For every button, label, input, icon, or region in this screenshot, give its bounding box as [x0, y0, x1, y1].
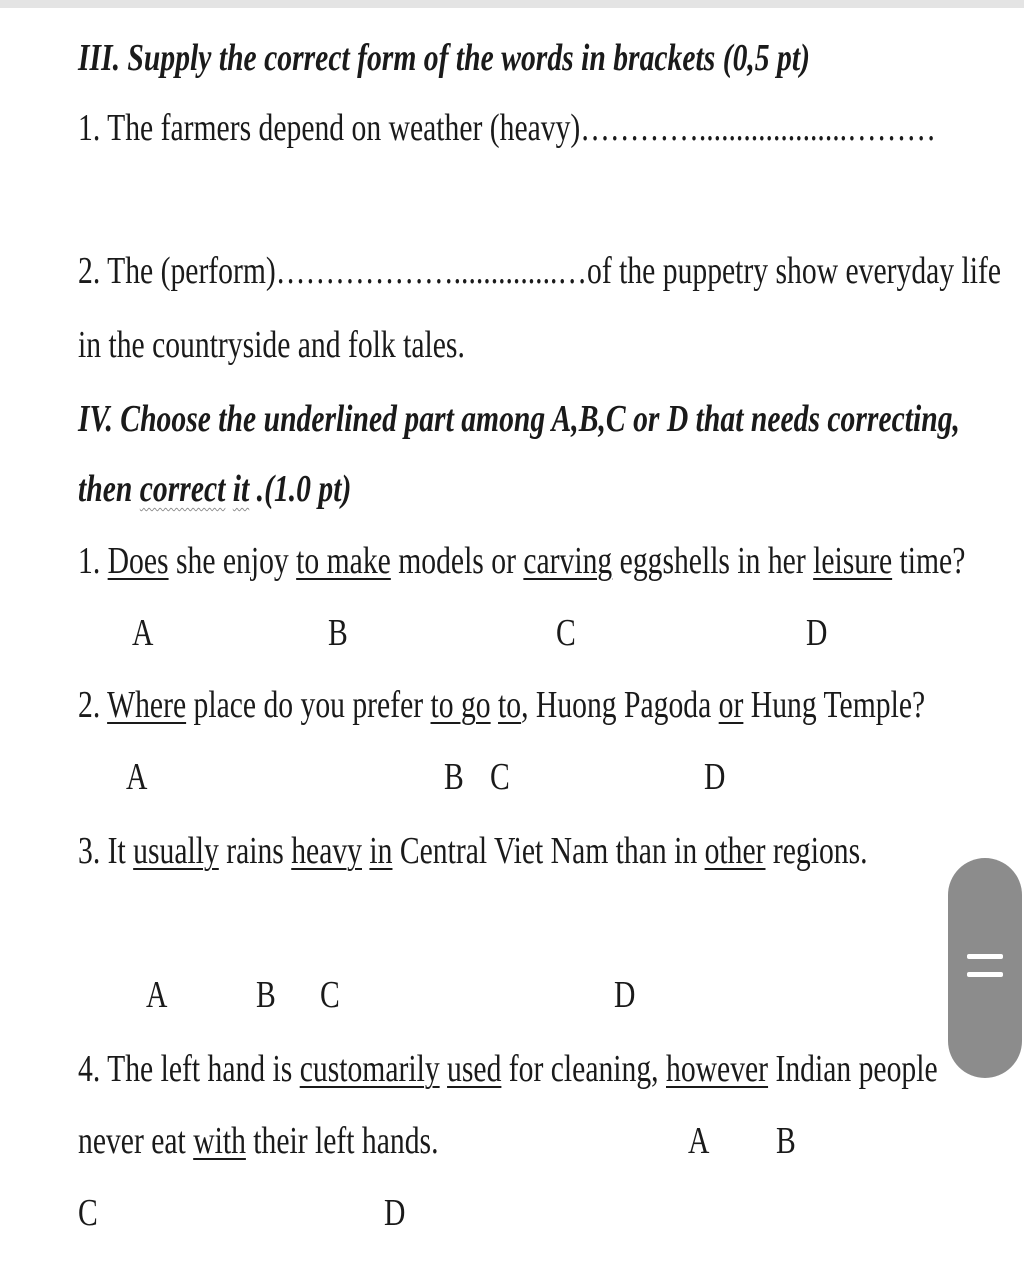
s3-q1-text: 1. The farmers depend on weather (heavy): [78, 107, 581, 149]
q1-option-d: D: [806, 612, 828, 654]
q3-text: 3. It: [78, 830, 134, 872]
q3-text: [362, 830, 369, 872]
q4-underlined-d: with: [193, 1120, 246, 1162]
grip-line-icon: [967, 972, 1003, 977]
s3-q2-pre: 2. The (perform): [78, 250, 276, 292]
s4-question-4-line2: [78, 1118, 439, 1164]
q2-text: place do you prefer: [186, 684, 431, 726]
q4-option-a: A: [688, 1120, 710, 1162]
q3-underlined-b: heavy: [291, 830, 363, 872]
q1-option-a: A: [132, 612, 154, 654]
q2-option-d: D: [704, 756, 726, 798]
q4-underlined-b: used: [447, 1048, 502, 1090]
s4-title-points: .(1.0 pt): [249, 468, 352, 510]
s4-title-it: it: [232, 468, 250, 510]
q3-option-b: B: [256, 974, 276, 1016]
q1-text: she enjoy: [168, 540, 297, 582]
s3-q2-blank[interactable]: ………………..............…: [275, 250, 588, 292]
s3-q2-line2: in the countryside and folk tales.: [78, 324, 465, 366]
q3-underlined-d: other: [704, 830, 766, 872]
q2-text: , Huong Pagoda: [521, 684, 719, 726]
s4-title-correct: correct: [139, 468, 226, 510]
q1-underlined-d: leisure: [813, 540, 893, 582]
q3-option-a: A: [146, 974, 168, 1016]
s3-question-1: [78, 105, 936, 151]
q4-underlined-a: customarily: [299, 1048, 440, 1090]
q1-text: 1.: [78, 540, 108, 582]
q1-underlined-b: to make: [296, 540, 391, 582]
q1-option-b: B: [328, 612, 348, 654]
q3-text: regions.: [765, 830, 868, 872]
q2-option-b: B: [444, 756, 464, 798]
q2-text: 2.: [78, 684, 108, 726]
section-3-title: III. Supply the correct form of the words in brackets (0,5 pt): [78, 37, 810, 79]
q2-text: Hung Temple?: [743, 684, 926, 726]
s4-title-then: then: [78, 468, 140, 510]
q2-option-a: A: [126, 756, 148, 798]
q3-text: rains: [218, 830, 292, 872]
q1-text: eggshells in her: [612, 540, 814, 582]
q4-text: Indian people: [768, 1048, 938, 1090]
q2-underlined-d: or: [718, 684, 744, 726]
q4-option-d: D: [384, 1192, 406, 1234]
s3-question-2: [78, 248, 1001, 294]
s4-question-3: [78, 828, 868, 874]
q4-text: for cleaning,: [501, 1048, 666, 1090]
s3-q2-post: of the puppetry show everyday life: [587, 250, 1002, 292]
q1-underlined-a: Does: [107, 540, 169, 582]
grip-line-icon: [967, 954, 1003, 959]
q2-underlined-a: Where: [107, 684, 187, 726]
q4-option-b: B: [776, 1120, 796, 1162]
q4-underlined-c: however: [665, 1048, 769, 1090]
q4-text: [440, 1048, 447, 1090]
s4-question-2: [78, 682, 925, 728]
q3-option-c: C: [320, 974, 340, 1016]
q2-underlined-b: to go: [430, 684, 491, 726]
s3-q1-blank[interactable]: …………....................………: [580, 107, 936, 149]
q3-option-d: D: [614, 974, 636, 1016]
q3-text: Central Viet Nam than in: [392, 830, 705, 872]
q1-text: models or: [390, 540, 524, 582]
q1-text: time?: [892, 540, 966, 582]
s4-question-1: [78, 538, 965, 584]
q1-underlined-c: carving: [523, 540, 613, 582]
q2-option-c: C: [490, 756, 510, 798]
s4-question-4: [78, 1046, 938, 1092]
q2-underlined-c: to: [498, 684, 522, 726]
q3-underlined-c: in: [369, 830, 393, 872]
q4-text: their left hands.: [245, 1120, 439, 1162]
q4-option-c: C: [78, 1192, 98, 1234]
q1-option-c: C: [556, 612, 576, 654]
q4-text: 4. The left hand is: [78, 1048, 300, 1090]
section-4-title: IV. Choose the underlined part among A,B,C or D that needs correcting,: [78, 398, 960, 440]
q2-text: [491, 684, 498, 726]
q4-text: never eat: [78, 1120, 194, 1162]
top-edge-bar: [0, 0, 1024, 8]
q3-underlined-a: usually: [133, 830, 219, 872]
scroll-handle[interactable]: [948, 858, 1022, 1078]
section-4-title-line2: [78, 466, 351, 512]
